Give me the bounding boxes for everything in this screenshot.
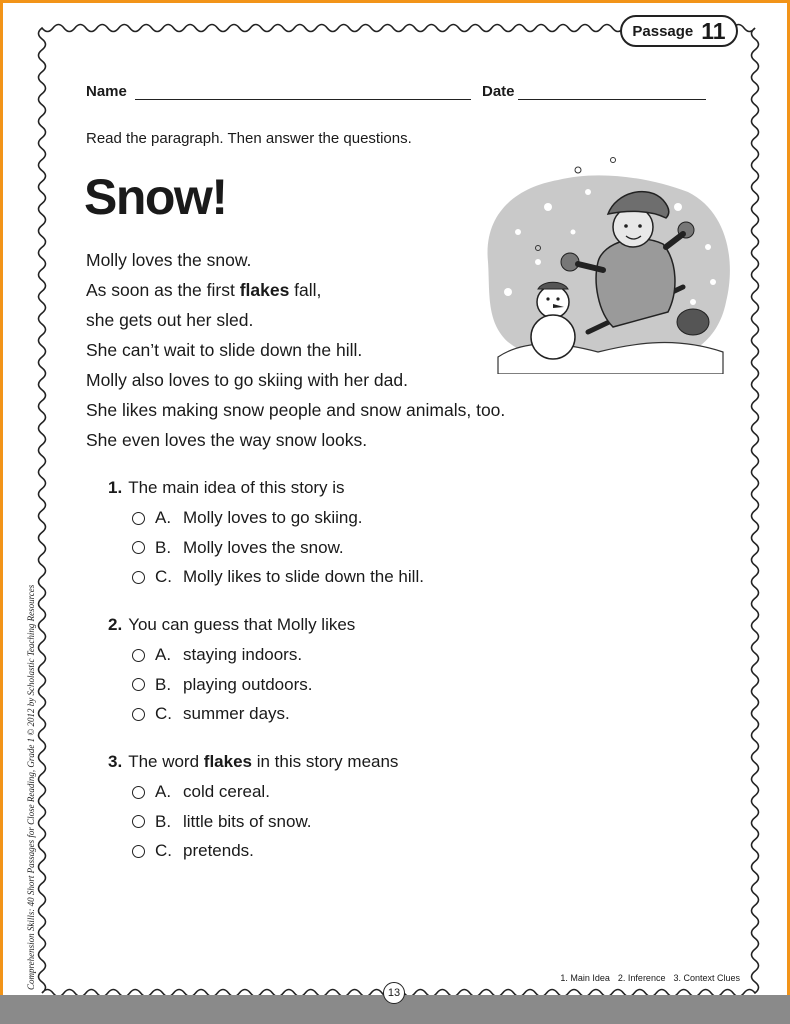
answer-option[interactable] (132, 704, 290, 724)
story-title: Snow! (84, 169, 227, 225)
instructions: Read the paragraph. Then answer the questions. (86, 130, 412, 147)
passage-number: 11 (701, 17, 726, 44)
option-text: Molly loves the snow. (183, 537, 344, 557)
option-letter: A. (155, 782, 172, 801)
answer-bubble-icon[interactable] (132, 571, 145, 584)
skill-inference: 2. Inference (617, 973, 666, 983)
answer-bubble-icon[interactable] (132, 512, 145, 525)
question-number: 1. (108, 478, 123, 497)
option-letter: C. (155, 567, 172, 586)
story-text: As soon as the first (86, 280, 240, 300)
answer-bubble-icon[interactable] (132, 649, 145, 662)
answer-option[interactable] (132, 812, 312, 832)
skill-context-clues: 3. Context Clues (673, 973, 740, 983)
answer-option[interactable] (132, 841, 254, 861)
story-line (86, 370, 408, 391)
story-text: She can’t wait to slide down the hill. (86, 340, 363, 360)
option-letter: C. (155, 841, 172, 860)
skills-list (560, 973, 740, 983)
story-bold-word: flakes (239, 280, 290, 300)
option-text: cold cereal. (183, 782, 270, 801)
option-letter: A. (155, 645, 172, 664)
option-text: little bits of snow. (183, 811, 312, 831)
girl-on-sled-with-snowman-icon (478, 152, 738, 374)
answer-option[interactable] (132, 508, 363, 528)
answer-bubble-icon[interactable] (132, 541, 145, 554)
story-line (86, 250, 251, 271)
answer-option[interactable] (132, 782, 270, 802)
option-letter: C. (155, 704, 172, 723)
option-text: staying indoors. (183, 645, 303, 664)
copyright-notice: Comprehension Skills: 40 Short Passages for Close Reading, Grade 1 © 2012 by Scholastic Teaching Resources (26, 584, 36, 990)
story-line (86, 430, 367, 451)
date-field[interactable] (518, 99, 706, 100)
question-text: The main idea of this story is (128, 478, 345, 497)
page-number: 13 (383, 982, 405, 1004)
passage-label: Passage (632, 22, 694, 40)
question-text: You can guess that Molly likes (128, 615, 356, 634)
option-text: summer days. (183, 704, 290, 723)
option-letter: B. (155, 537, 172, 557)
question-3 (108, 752, 398, 772)
story-text: She even loves the way snow looks. (86, 430, 368, 450)
story-text: she gets out her sled. (86, 310, 254, 330)
answer-bubble-icon[interactable] (132, 815, 145, 828)
question-number: 3. (108, 752, 123, 771)
question-number: 2. (108, 615, 123, 634)
date-label: Date (482, 83, 515, 100)
story-text: She likes making snow people and snow animals, too. (86, 400, 506, 420)
story-line (86, 400, 505, 421)
answer-bubble-icon[interactable] (132, 678, 145, 691)
option-letter: A. (155, 508, 172, 527)
option-text: Molly loves to go skiing. (183, 508, 363, 527)
story-line (86, 310, 253, 331)
name-field[interactable] (135, 99, 471, 100)
answer-option[interactable] (132, 567, 424, 587)
story-line (86, 280, 321, 301)
question-text: The word (128, 752, 204, 771)
passage-badge (620, 15, 738, 47)
answer-bubble-icon[interactable] (132, 708, 145, 721)
question-1 (108, 478, 345, 498)
name-label: Name (86, 83, 127, 100)
question-text: in this story means (251, 752, 399, 771)
story-text: Molly also loves to go skiing with her dad. (86, 370, 408, 390)
answer-bubble-icon[interactable] (132, 845, 145, 858)
answer-option[interactable] (132, 645, 302, 665)
question-2 (108, 615, 355, 635)
answer-bubble-icon[interactable] (132, 786, 145, 799)
option-text: playing outdoors. (183, 674, 313, 694)
answer-option[interactable] (132, 538, 344, 558)
option-letter: B. (155, 674, 172, 694)
skill-main-idea: 1. Main Idea (560, 973, 610, 983)
story-text: Molly loves the snow. (86, 250, 252, 270)
option-letter: B. (155, 811, 172, 831)
story-text: fall, (289, 280, 322, 300)
answer-option[interactable] (132, 675, 312, 695)
question-bold-word: flakes (203, 752, 252, 771)
option-text: pretends. (183, 841, 254, 860)
story-line (86, 340, 362, 361)
option-text: Molly likes to slide down the hill. (183, 567, 424, 586)
